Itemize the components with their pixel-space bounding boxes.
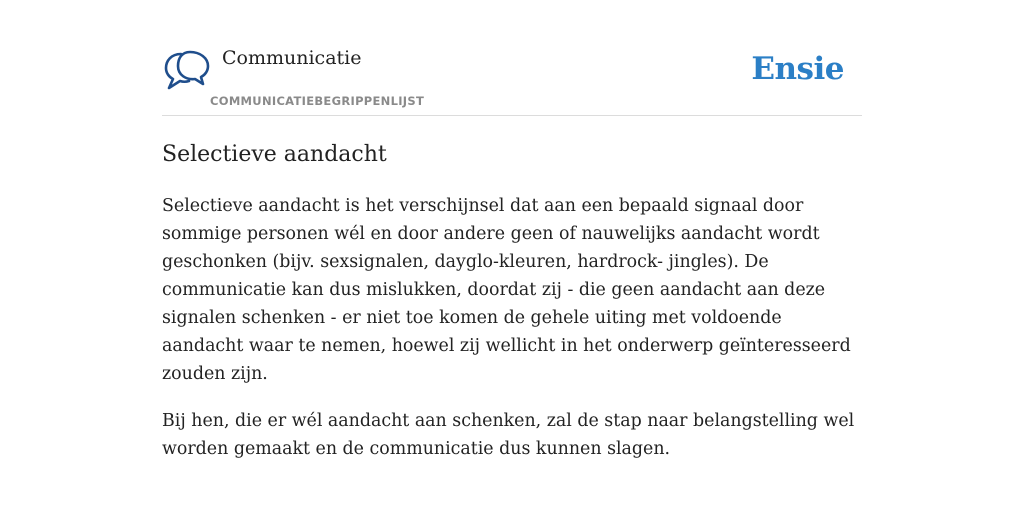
speech-bubbles-icon — [164, 48, 210, 94]
article-paragraph: Bij hen, die er wél aandacht aan schenken, zal de stap naar belangstelling wel worden gemaakt en de communicatie dus kunnen slagen. — [162, 411, 855, 459]
brand-logo-link[interactable]: Ensie — [751, 51, 844, 87]
publication-subtitle[interactable]: COMMUNICATIEBEGRIPPENLIJST — [210, 94, 425, 108]
article-paragraph: Selectieve aandacht is het verschijnsel dat aan een bepaald signaal door sommige personen wél en door andere geen of nauwelijks aandacht wordt geschonken (bijv. sexsignalen, dayglo-kleuren, hardrock- jingles). De communicatie kan dus mislukken, doordat zij - die geen aandacht aan deze signalen schenken - er niet toe komen de gehele uiting met voldoende aandacht waar te nemen, hoewel zij wellicht in het onderwerp geïnteresseerd zouden zijn. — [162, 196, 851, 384]
article-title: Selectieve aandacht — [162, 142, 387, 167]
publication-header — [162, 0, 862, 116]
article-body — [162, 192, 862, 482]
publication-title[interactable]: Communicatie — [222, 47, 362, 69]
